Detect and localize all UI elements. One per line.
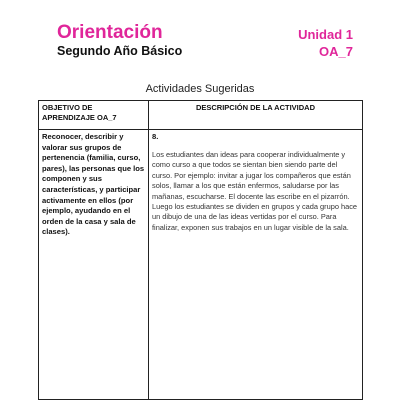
column-header-description: DESCRIPCIÓN DE LA ACTIVIDAD [149,101,363,130]
grade-subtitle: Segundo Año Básico [57,44,183,58]
activities-table [38,100,363,400]
objective-cell [39,130,149,400]
unit-label: Unidad 1 [298,27,353,42]
page-title: Orientación [57,22,163,43]
activity-cell [149,130,363,400]
column-header-objective: OBJETIVO DE APRENDIZAJE OA_7 [39,101,149,130]
table-row [39,130,363,400]
activity-number: 8. [152,132,159,141]
objective-text: Reconocer, describir y valorar sus grupos de pertenencia (familia, curso, pares), las personas que los componen y sus características, y participar activamente en ellos (por ejemplo, ayudando en el orden de la casa y sala de clases). [42,132,145,237]
section-heading: Actividades Sugeridas [145,83,255,95]
table-header-row [39,101,363,130]
activity-description: Los estudiantes dan ideas para cooperar individualmente y como curso a que todos se sientan bien siendo parte del curso. Por ejemplo: invitar a jugar los compañeros que están solos, llamar a los que están enfermos, saludarse por las mañanas, escucharse. El docente las escribe en el pizarrón. Luego los estudiantes se dividen en grupos y cada grupo hace un dibujo de una de las ideas vertidas por el curso. Para finalizar, exponen sus trabajos en un lugar visible de la sala. [152,150,358,232]
objective-code: OA_7 [319,44,353,59]
